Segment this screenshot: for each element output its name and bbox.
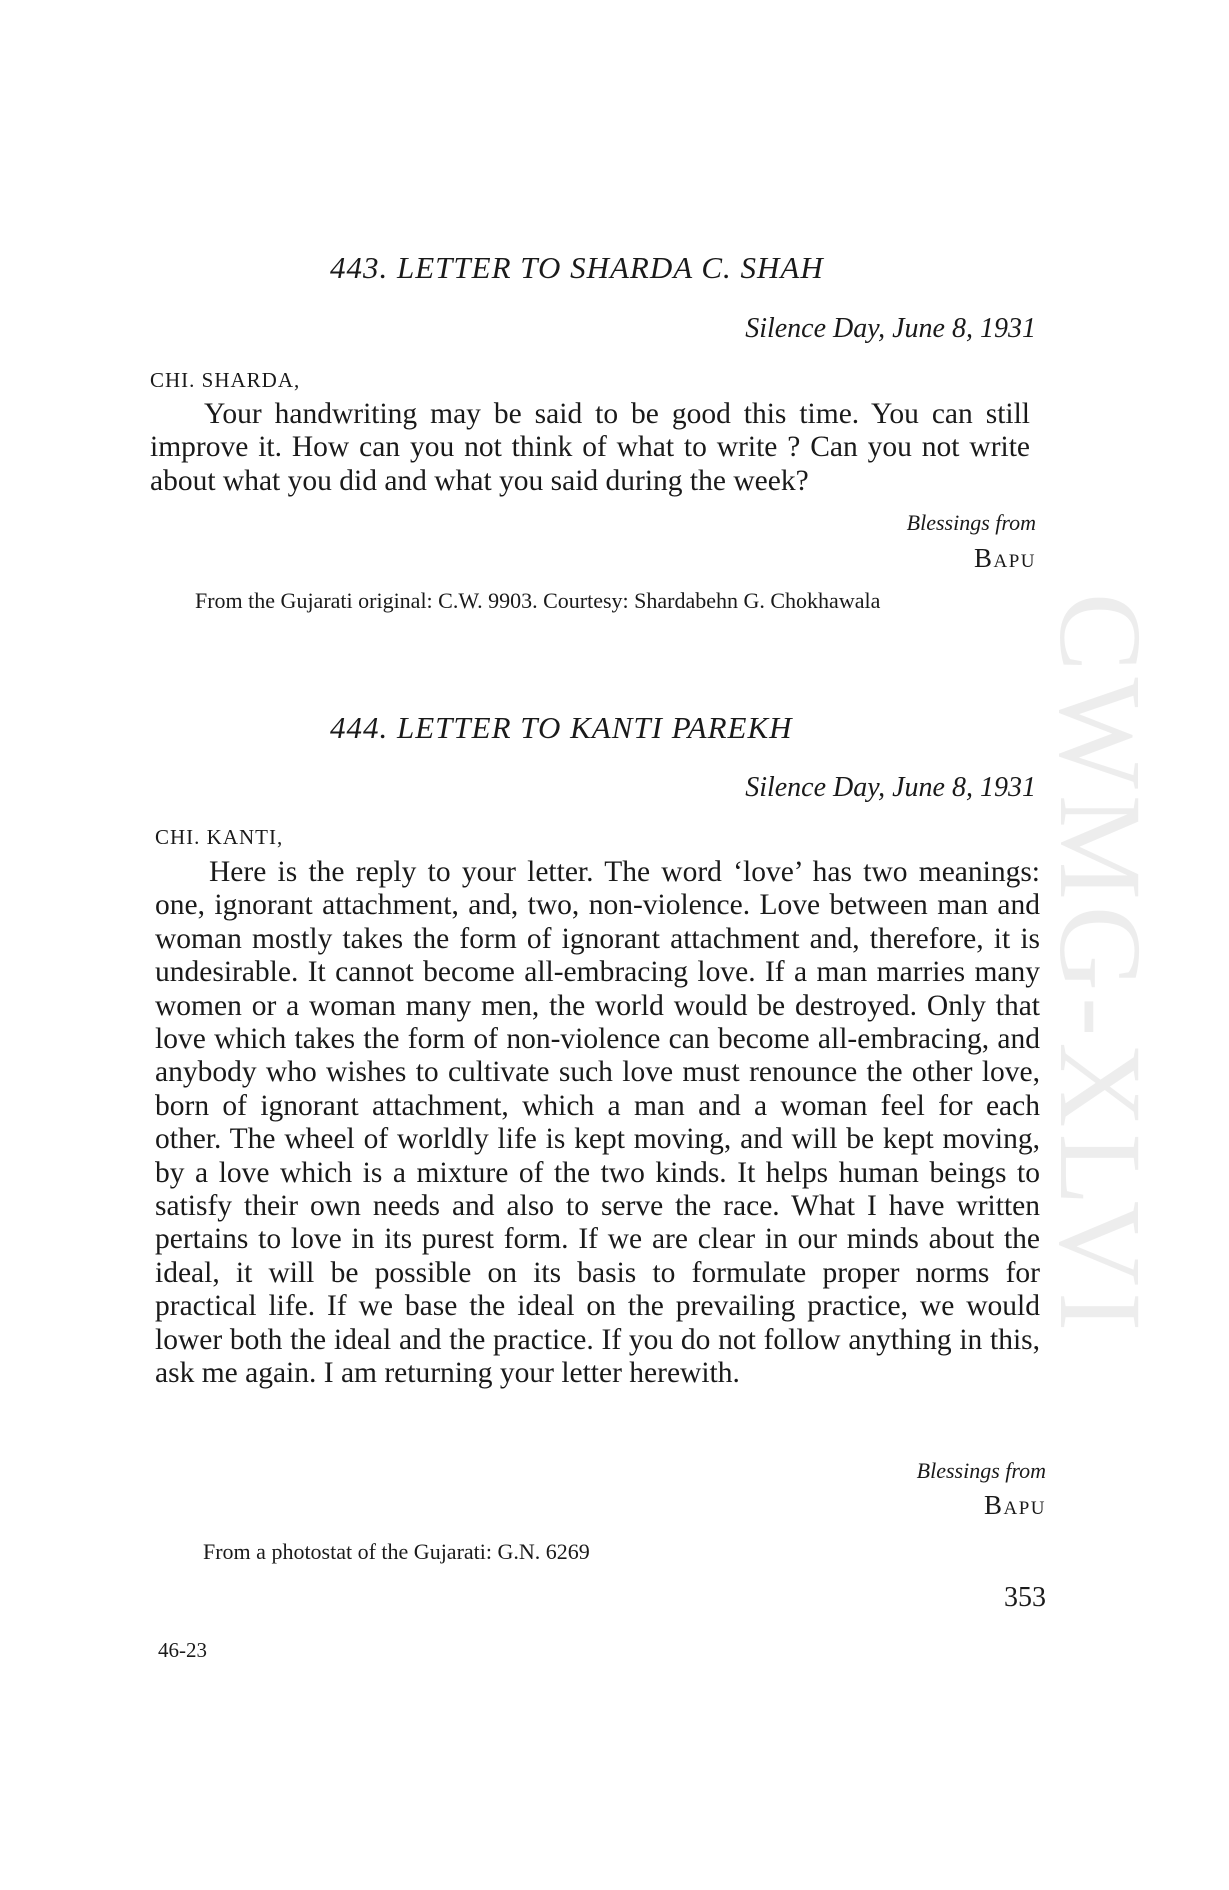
letter-source: From a photostat of the Gujarati: G.N. 6269 bbox=[203, 1539, 590, 1564]
letter-title: 444. LETTER TO KANTI PAREKH bbox=[330, 710, 793, 745]
letter-signature: Bapu bbox=[983, 1490, 1046, 1520]
letter-source: From the Gujarati original: C.W. 9903. Courtesy: Shardabehn G. Chokhawala bbox=[195, 588, 881, 613]
letter-closing: Blessings from bbox=[916, 1458, 1046, 1483]
letter-salutation: CHI. SHARDA, bbox=[150, 368, 301, 392]
letter-closing: Blessings from bbox=[906, 510, 1036, 535]
watermark-text: CWMG-XLVI bbox=[1035, 592, 1167, 1338]
signature-mark: 46-23 bbox=[158, 1638, 207, 1662]
page-number: 353 bbox=[1004, 1582, 1046, 1613]
letter-body: Here is the reply to your letter. The word ‘love’ has two meanings: one, ignorant attachment, and, two, non-violence. Love between man and woman mostly takes the form of ignorant attachment and, therefore, it is undesirable. It cannot become all-embracing love. If a man marries many women or a woman many men, the world would be destroyed. Only that love which takes the form of non-violence can become all-embracing, and anybody who wishes to cultivate such love must renounce the other love, born of ignorant attachment, which a man and a woman feel for each other. The wheel of worldly life is kept moving, and will be kept moving, by a love which is a mixture of the two kinds. It helps human beings to satisfy their own needs and also to serve the race. What I have written pertains to love in its purest form. If we are clear in our minds about the ideal, it will be possible on its basis to formulate proper norms for practical life. If we base the ideal on the prevailing practice, we would lower both the ideal and the practice. If you do not follow anything in this, ask me again. I am returning your letter herewith. bbox=[155, 856, 1040, 1390]
letter-body: Your handwriting may be said to be good this time. You can still improve it. How can you not think of what to write ? Can you not write about what you did and what you said during the week? bbox=[150, 398, 1030, 497]
letter-dateline: Silence Day, June 8, 1931 bbox=[745, 313, 1036, 344]
watermark bbox=[1035, 470, 1167, 1460]
letter-title: 443. LETTER TO SHARDA C. SHAH bbox=[330, 250, 824, 285]
letter-dateline: Silence Day, June 8, 1931 bbox=[745, 772, 1036, 803]
letter-salutation: CHI. KANTI, bbox=[155, 825, 284, 849]
letter-signature: Bapu bbox=[973, 543, 1036, 573]
